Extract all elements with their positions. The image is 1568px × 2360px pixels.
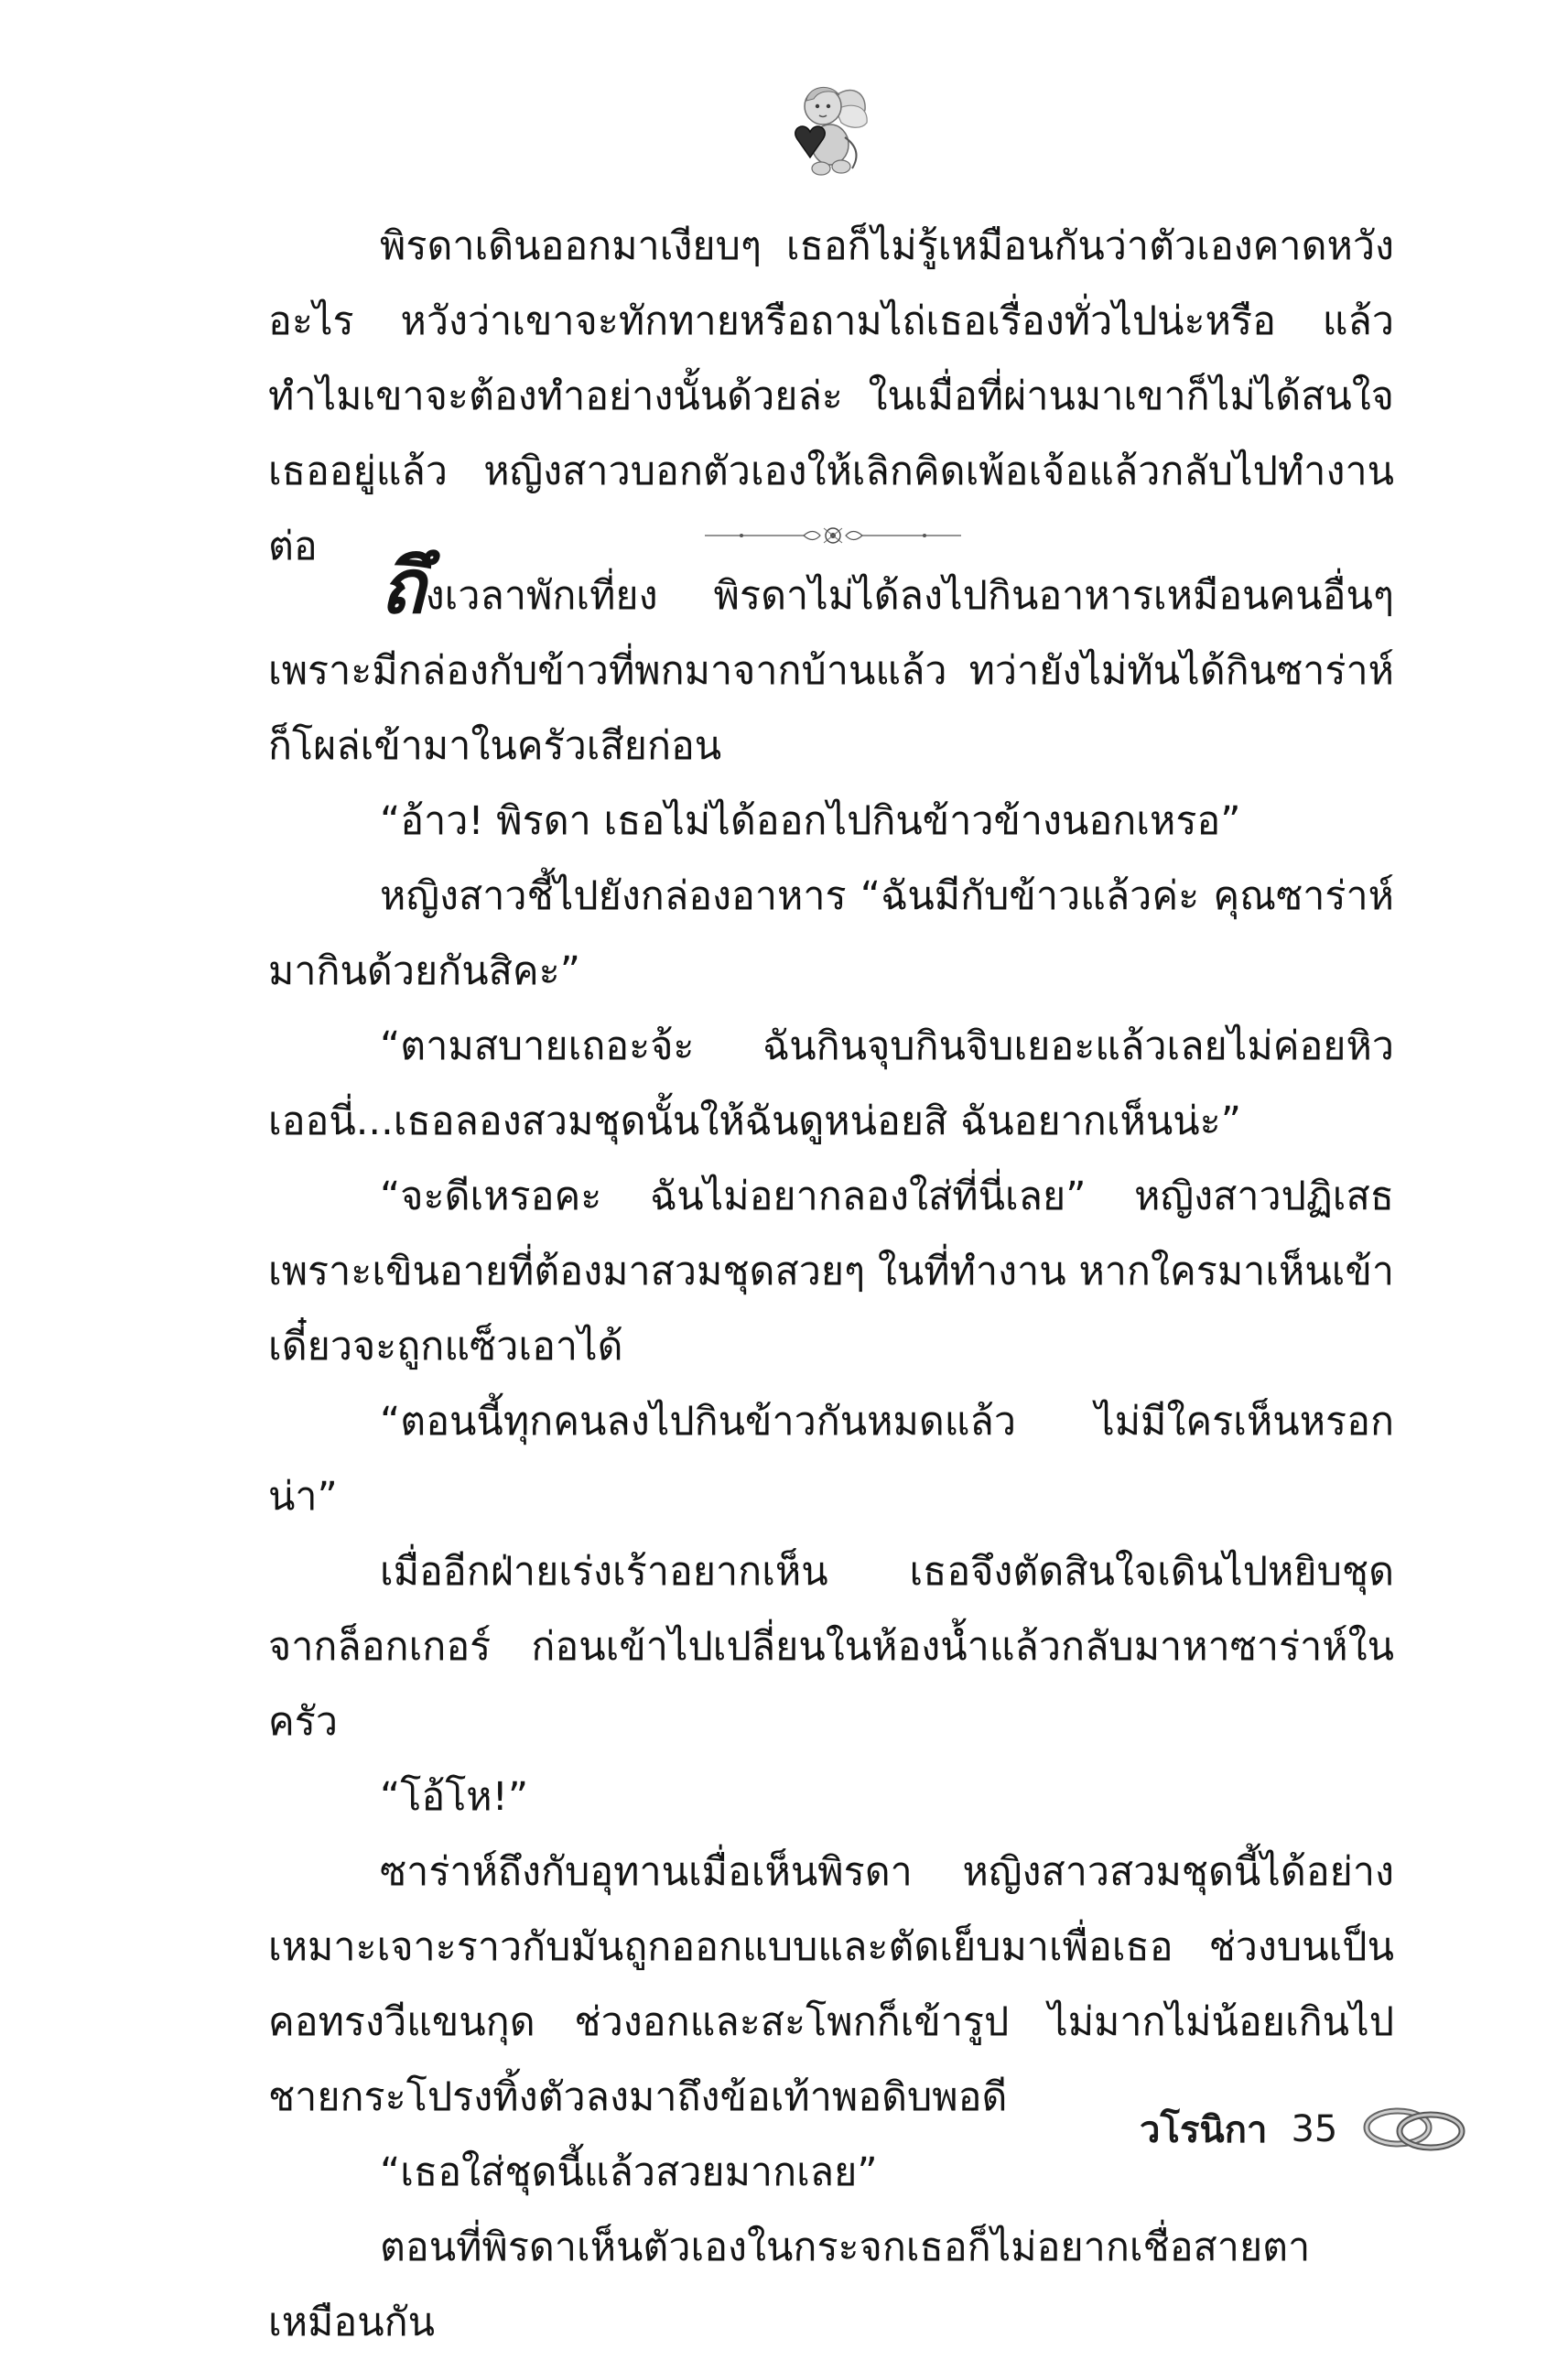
paragraph: [268, 544, 1394, 784]
floral-divider-icon: [705, 524, 961, 547]
page-footer: [1140, 2102, 1337, 2157]
paragraph: “ตามสบายเถอะจ้ะ ฉันกินจุบกินจิบเยอะแล้วเลยไม่ค่อยหิว เออนี่...เธอลองสวมชุดนั้นให้ฉันดูหน่อยสิ ฉันอยากเห็นน่ะ”: [268, 1023, 1394, 1144]
paragraph: “เธอใส่ชุดนี้แล้วสวยมากเลย”: [380, 2149, 878, 2195]
paragraph: ตอนที่พิรดาเห็นตัวเองในกระจกเธอก็ไม่อยากเชื่อสายตาเหมือนกัน: [268, 2225, 1311, 2345]
paragraph: “จะดีเหรอคะ ฉันไม่อยากลองใส่ที่นี่เลย” หญิงสาวปฏิเสธเพราะเขินอายที่ต้องมาสวมชุดสวยๆ ในที่ทำงาน หากใครมาเห็นเข้าเดี๋ยวจะถูกแซ็วเอาได้: [268, 1174, 1394, 1369]
paragraph: ซาร่าห์ถึงกับอุทานเมื่อเห็นพิรดา หญิงสาวสวมชุดนี้ได้อย่างเหมาะเจาะราวกับมันถูกออกแบบและตัดเย็บมาเพื่อเธอ ช่วงบนเป็นคอทรงวีแขนกุด ช่วงอกและสะโพกก็เข้ารูป ไม่มากไม่น้อยเกินไป ชายกระโปรงทิ้งตัวลงมาถึงข้อเท้าพอดิบพอดี: [268, 1849, 1394, 2120]
paragraph-text: งเวลาพักเที่ยง พิรดาไม่ได้ลงไปกินอาหารเหมือนคนอื่นๆ เพราะมีกล่องกับข้าวที่พกมาจากบ้านแล้ว ทว่ายังไม่ทันได้กินซาร่าห์ก็โผล่เข้ามาในครัวเสียก่อน: [268, 573, 1394, 769]
paragraph: “โอ้โห!”: [380, 1774, 529, 1820]
page-number: 35: [1291, 2108, 1338, 2150]
section-two: [268, 544, 1394, 2360]
drop-cap: ถึ: [380, 544, 426, 631]
cupid-with-heart-icon: [773, 73, 883, 183]
paragraph: หญิงสาวชี้ไปยังกล่องอาหาร “ฉันมีกับข้าวแล้วค่ะ คุณซาร่าห์มากินด้วยกันสิคะ”: [268, 873, 1394, 994]
paragraph: พิรดาเดินออกมาเงียบๆ เธอก็ไม่รู้เหมือนกันว่าตัวเองคาดหวังอะไร หวังว่าเขาจะทักทายหรือถามไถ่เธอเรื่องทั่วไปน่ะหรือ แล้วทำไมเขาจะต้องทำอย่างนั้นด้วยล่ะ ในเมื่อที่ผ่านมาเขาก็ไม่ได้สนใจเธออยู่แล้ว หญิงสาวบอกตัวเองให้เลิกคิดเพ้อเจ้อแล้วกลับไปทำงานต่อ: [268, 223, 1394, 569]
book-title: วโรนิกา: [1140, 2109, 1268, 2151]
paragraph: “ตอนนี้ทุกคนลงไปกินข้าวกันหมดแล้ว ไม่มีใครเห็นหรอกน่า”: [268, 1399, 1394, 1520]
wedding-rings-icon: [1359, 2096, 1469, 2157]
paragraph: เมื่ออีกฝ่ายเร่งเร้าอยากเห็น เธอจึงตัดสินใจเดินไปหยิบชุดจากล็อกเกอร์ ก่อนเข้าไปเปลี่ยนในห้องน้ำแล้วกลับมาหาซาร่าห์ในครัว: [268, 1549, 1394, 1745]
paragraph: “อ้าว! พิรดา เธอไม่ได้ออกไปกินข้าวข้างนอกเหรอ”: [380, 798, 1241, 844]
